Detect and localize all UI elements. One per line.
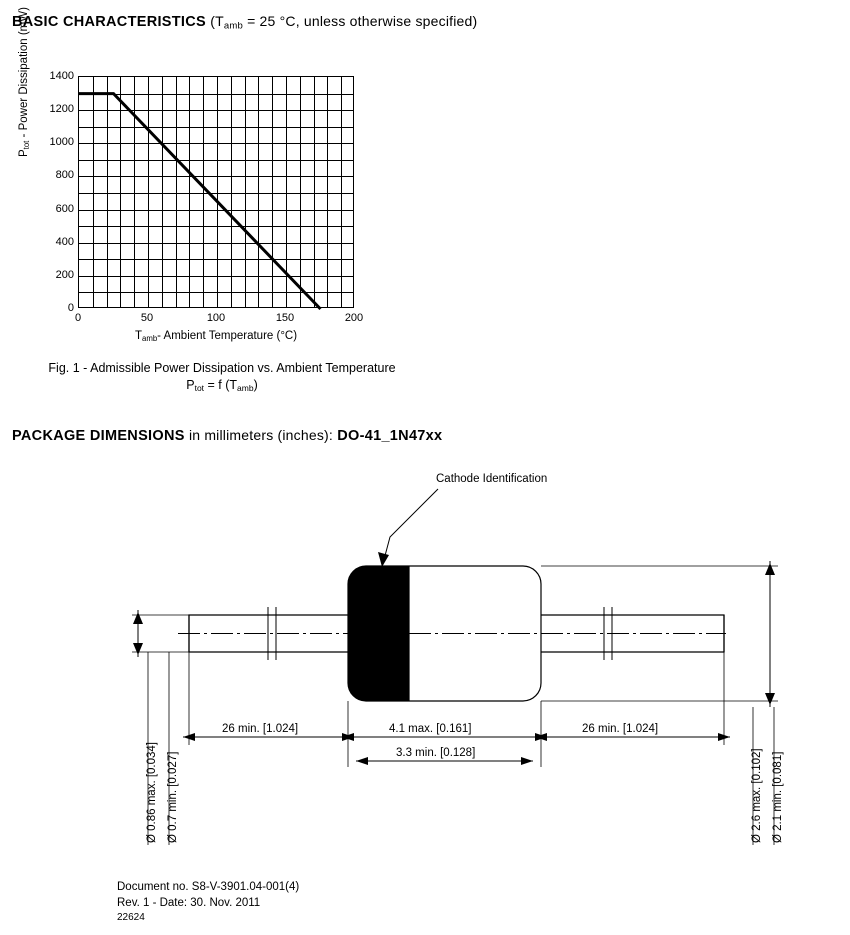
figure-caption-line1: Fig. 1 - Admissible Power Dissipation vs. Ambient Temperature: [48, 361, 396, 375]
figure-1-caption: [12, 360, 432, 394]
chart-y-axis-label: [18, 7, 31, 157]
chart-x-axis-label: [78, 330, 354, 343]
condition-suffix: = 25 °C, unless otherwise specified): [242, 13, 478, 29]
basic-characteristics-condition: [210, 13, 478, 32]
caption-p-sub: tot: [194, 383, 205, 393]
y-tick-label: 400: [55, 235, 74, 248]
package-dimensions-subtitle: in millimeters (inches):: [188, 427, 333, 443]
y-tick-label: 600: [55, 202, 74, 215]
x-axis-label-sub: amb: [141, 333, 158, 343]
y-axis-label-post: - Power Dissipation (mW): [18, 7, 30, 141]
document-footer: [117, 880, 299, 925]
figure-caption-line2: [12, 377, 432, 395]
package-outline-svg: [0, 455, 850, 865]
body-diameter-max-label: Ø 2.6 max. [0.102]: [751, 748, 763, 843]
caption-p: P: [186, 377, 195, 392]
condition-prefix: (T: [210, 13, 224, 29]
caption-post: ): [253, 377, 258, 392]
package-drawing: [0, 455, 850, 865]
y-axis-label-sub: tot: [21, 140, 31, 150]
x-axis-label-post: - Ambient Temperature (°C): [157, 330, 298, 342]
y-tick-label: 1400: [49, 70, 74, 82]
footer-document-number: Document no. S8-V-3901.04-001(4): [117, 881, 300, 893]
footer-revision: Rev. 1 - Date: 30. Nov. 2011: [117, 896, 261, 909]
right-lead-dimension-label: 26 min. [1.024]: [582, 723, 659, 735]
x-tick-label: 200: [344, 312, 364, 324]
condition-subscript: amb: [223, 20, 243, 32]
footer-code: 22624: [117, 912, 145, 924]
left-lead-dimension-label: 26 min. [1.024]: [222, 723, 299, 735]
body-length-min-label: 3.3 min. [0.128]: [396, 747, 476, 759]
x-tick-label: 150: [275, 312, 295, 324]
x-tick-label: 50: [140, 312, 154, 324]
y-axis-label-pre: P: [18, 149, 30, 157]
y-tick-label: 1000: [49, 136, 74, 149]
cathode-identification-label: Cathode Identification: [436, 473, 548, 485]
y-tick-label: 1200: [49, 103, 74, 116]
caption-t-sub: amb: [237, 383, 254, 393]
package-dimensions-title: PACKAGE DIMENSIONS: [12, 428, 185, 444]
x-tick-label: 0: [74, 312, 82, 324]
basic-characteristics-title: BASIC CHARACTERISTICS: [12, 14, 206, 30]
basic-characteristics-heading: [12, 13, 477, 31]
chart-plot-area: [78, 76, 354, 308]
x-axis-label-pre: T: [134, 330, 142, 342]
x-tick-label: 100: [206, 312, 226, 324]
derating-curve: [79, 77, 355, 309]
body-length-max-label: 4.1 max. [0.161]: [389, 723, 472, 735]
y-tick-label: 200: [55, 268, 74, 281]
y-tick-label: 0: [67, 302, 74, 314]
caption-mid: = f (T: [204, 377, 238, 392]
chart-y-tick-labels: [34, 70, 74, 314]
lead-diameter-min-label: Ø 0.7 min. [0.027]: [167, 751, 179, 843]
package-dimensions-heading: [12, 427, 442, 444]
lead-diameter-max-label: Ø 0.86 max. [0.034]: [146, 741, 158, 843]
package-name: DO-41_1N47xx: [337, 428, 443, 444]
body-diameter-min-label: Ø 2.1 min. [0.081]: [772, 751, 784, 843]
y-tick-label: 800: [55, 169, 74, 182]
